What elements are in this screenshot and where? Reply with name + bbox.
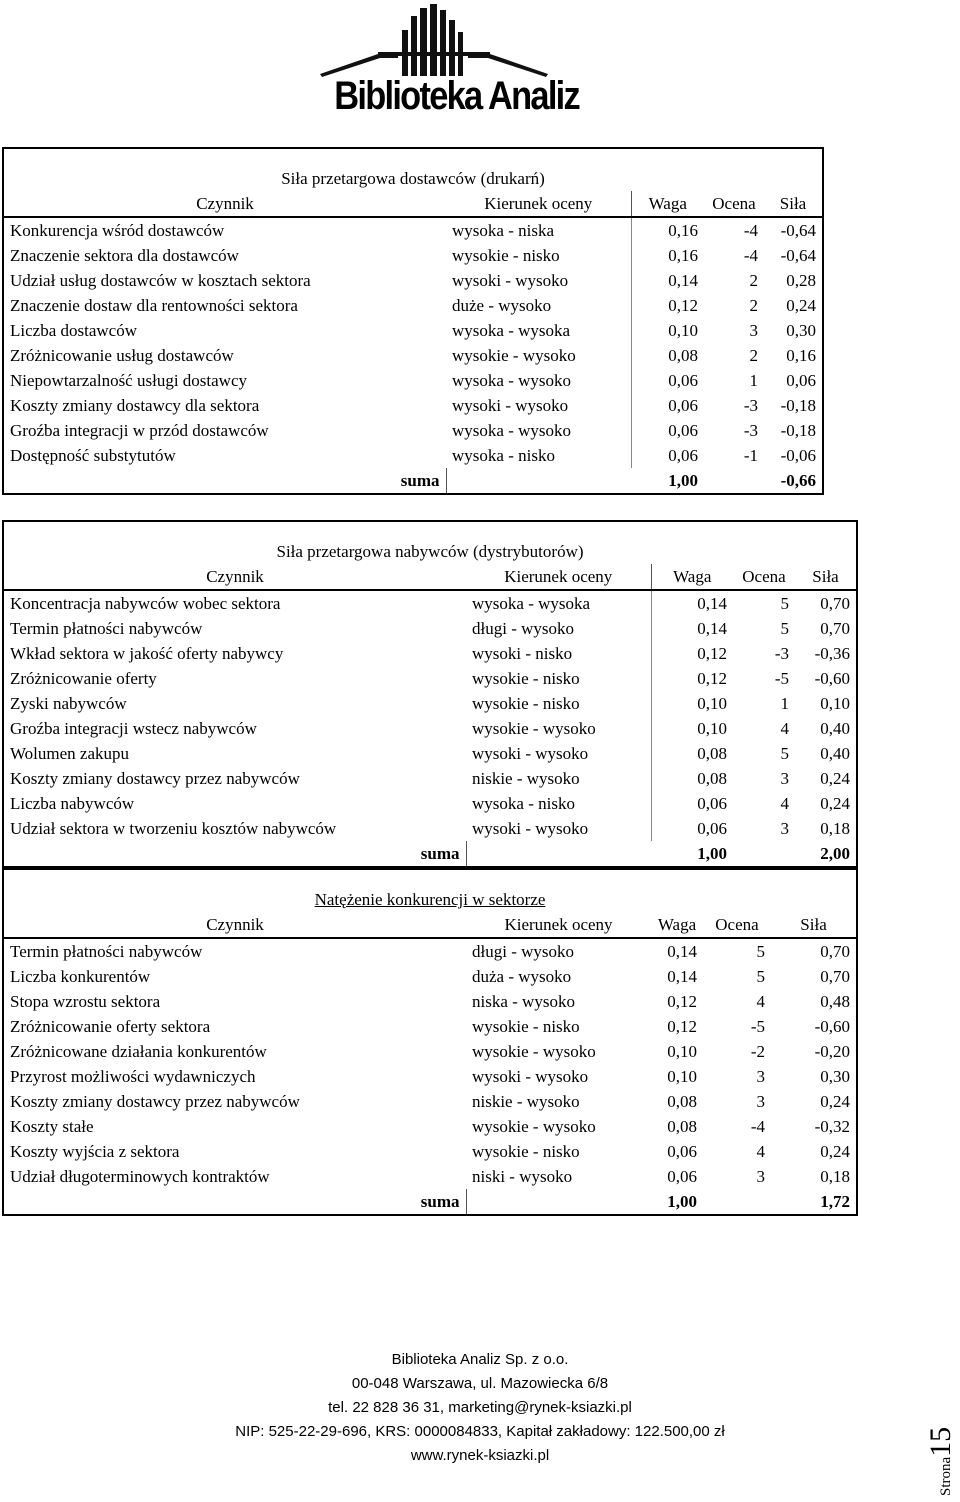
cell-waga: 0,08 xyxy=(697,768,727,788)
table-row xyxy=(3,989,857,1014)
cell-waga: 0,16 xyxy=(668,245,698,265)
table-row xyxy=(3,318,823,343)
cell-sila: 0,70 xyxy=(820,618,851,638)
buyer-power-table xyxy=(2,520,858,868)
sum-sila: 1,72 xyxy=(820,1191,851,1211)
cell-ocena: 2 xyxy=(749,345,758,365)
table-title: Siła przetargowa dostawców (drukarń) xyxy=(281,169,545,188)
cell-czynnik: Udział usług dostawców w kosztach sektora xyxy=(10,270,311,290)
footer-registration: NIP: 525-22-29-696, KRS: 0000084833, Kapitał zakładowy: 122.500,00 zł xyxy=(235,1423,725,1440)
header-kierunek: Kierunek oceny xyxy=(446,191,631,217)
cell-czynnik: Zróżnicowanie oferty xyxy=(10,668,157,688)
cell-kierunek: niski - wysoko xyxy=(472,1166,573,1186)
cell-ocena: 2 xyxy=(749,295,758,315)
cell-kierunek: duże - wysoko xyxy=(446,293,631,318)
cell-czynnik: Koncentracja nabywców wobec sektora xyxy=(10,593,281,613)
table-row xyxy=(3,1164,857,1189)
header-sila: Siła xyxy=(771,912,857,938)
cell-czynnik: Wolumen zakupu xyxy=(10,743,130,763)
cell-kierunek: wysokie - nisko xyxy=(472,1141,580,1161)
cell-czynnik: Liczba dostawców xyxy=(10,320,137,340)
cell-ocena: 1 xyxy=(780,693,789,713)
cell-kierunek: wysoki - wysoko xyxy=(446,268,631,293)
cell-waga: 0,06 xyxy=(668,395,698,415)
header-czynnik: Czynnik xyxy=(3,564,466,590)
header-ocena: Ocena xyxy=(703,912,771,938)
cell-kierunek: długi - wysoko xyxy=(466,616,651,641)
cell-ocena: 3 xyxy=(756,1166,765,1186)
cell-sila: -0,60 xyxy=(814,668,851,688)
cell-waga: 0,12 xyxy=(667,991,697,1011)
table-row xyxy=(3,1139,857,1164)
table-row xyxy=(3,741,857,766)
cell-kierunek: niskie - wysoko xyxy=(466,766,651,791)
cell-waga: 0,08 xyxy=(668,345,698,365)
cell-ocena: 3 xyxy=(780,818,789,838)
cell-kierunek: wysoki - wysoko xyxy=(466,741,651,766)
cell-sila: -0,64 xyxy=(780,245,816,265)
cell-waga: 0,14 xyxy=(668,270,698,290)
cell-ocena: 5 xyxy=(756,966,765,986)
table-row xyxy=(3,1064,857,1089)
table-title xyxy=(3,869,857,912)
cell-ocena: -2 xyxy=(750,1041,765,1061)
sum-waga: 1,00 xyxy=(668,470,698,490)
cell-kierunek: wysoka - wysoka xyxy=(466,590,651,616)
cell-waga: 0,08 xyxy=(697,743,727,763)
sum-waga: 1,00 xyxy=(667,1191,697,1211)
sum-waga: 1,00 xyxy=(697,843,727,863)
cell-waga: 0,10 xyxy=(668,320,698,340)
table-row xyxy=(3,217,823,243)
cell-kierunek: wysokie - nisko xyxy=(466,691,651,716)
cell-waga: 0,06 xyxy=(668,420,698,440)
cell-sila: 0,30 xyxy=(820,1066,851,1086)
cell-kierunek: wysoki - wysoko xyxy=(446,393,631,418)
cell-sila: 0,70 xyxy=(820,966,851,986)
cell-ocena: 3 xyxy=(756,1066,765,1086)
cell-sila: 0,28 xyxy=(786,270,816,290)
cell-kierunek: wysoka - wysoka xyxy=(446,318,631,343)
cell-ocena: 4 xyxy=(756,991,765,1011)
cell-sila: 0,24 xyxy=(820,1141,851,1161)
cell-sila: 0,18 xyxy=(820,818,851,838)
table-row xyxy=(3,393,823,418)
logo-building-icon xyxy=(318,2,550,82)
cell-czynnik: Termin płatności nabywców xyxy=(10,618,203,638)
cell-ocena: 1 xyxy=(749,370,758,390)
cell-sila: 0,70 xyxy=(820,593,851,613)
cell-ocena: 3 xyxy=(756,1091,765,1111)
table-row xyxy=(3,293,823,318)
cell-czynnik: Stopa wzrostu sektora xyxy=(10,991,161,1011)
cell-czynnik: Koszty zmiany dostawcy przez nabywców xyxy=(10,768,300,788)
sum-row xyxy=(3,1189,857,1215)
header-sila: Siła xyxy=(764,191,823,217)
cell-sila: 0,24 xyxy=(786,295,816,315)
cell-ocena: -5 xyxy=(774,668,789,688)
cell-kierunek: wysoka - niska xyxy=(446,217,631,243)
cell-kierunek: wysokie - wysoko xyxy=(472,1041,596,1061)
cell-czynnik: Koszty zmiany dostawcy dla sektora xyxy=(10,395,260,415)
cell-waga: 0,08 xyxy=(667,1116,697,1136)
cell-sila: -0,60 xyxy=(814,1016,851,1036)
header-waga: Waga xyxy=(651,564,733,590)
cell-waga: 0,06 xyxy=(668,445,698,465)
cell-ocena: 4 xyxy=(756,1141,765,1161)
cell-czynnik: Udział długoterminowych kontraktów xyxy=(10,1166,270,1186)
header-sila: Siła xyxy=(795,564,857,590)
table-row xyxy=(3,938,857,964)
page-label: Strona xyxy=(938,1456,954,1496)
cell-kierunek: duża - wysoko xyxy=(472,966,572,986)
cell-czynnik: Zyski nabywców xyxy=(10,693,127,713)
cell-sila: 0,18 xyxy=(820,1166,851,1186)
cell-sila: 0,40 xyxy=(820,718,851,738)
cell-ocena: -4 xyxy=(750,1116,765,1136)
cell-sila: -0,64 xyxy=(780,220,816,240)
sum-sila: -0,66 xyxy=(780,470,816,490)
cell-waga: 0,14 xyxy=(697,593,727,613)
table-row xyxy=(3,243,823,268)
cell-kierunek: wysoka - wysoko xyxy=(446,418,631,443)
header-waga: Waga xyxy=(631,191,704,217)
header-kierunek: Kierunek oceny xyxy=(466,912,651,938)
cell-czynnik: Konkurencja wśród dostawców xyxy=(10,220,225,240)
page-number xyxy=(924,1378,960,1498)
cell-czynnik: Dostępność substytutów xyxy=(10,445,176,465)
cell-ocena: -3 xyxy=(743,420,758,440)
table-row xyxy=(3,590,857,616)
cell-czynnik: Groźba integracji wstecz nabywców xyxy=(10,718,257,738)
table-row xyxy=(3,791,857,816)
cell-czynnik: Termin płatności nabywców xyxy=(10,941,203,961)
cell-waga: 0,10 xyxy=(667,1066,697,1086)
cell-kierunek: wysokie - wysoko xyxy=(466,716,651,741)
cell-waga: 0,08 xyxy=(667,1091,697,1111)
cell-kierunek: wysokie - wysoko xyxy=(446,343,631,368)
cell-waga: 0,12 xyxy=(667,1016,697,1036)
cell-ocena: 3 xyxy=(780,768,789,788)
cell-waga: 0,14 xyxy=(697,618,727,638)
cell-czynnik: Groźba integracji w przód dostawców xyxy=(10,420,269,440)
cell-czynnik: Znaczenie dostaw dla rentowności sektora xyxy=(10,295,298,315)
header-ocena: Ocena xyxy=(704,191,764,217)
cell-kierunek: niska - wysoko xyxy=(472,991,575,1011)
cell-czynnik: Zróżnicowanie usług dostawców xyxy=(10,345,234,365)
competition-intensity-table xyxy=(2,868,858,1216)
cell-czynnik: Udział sektora w tworzeniu kosztów nabywców xyxy=(10,818,337,838)
cell-czynnik: Przyrost możliwości wydawniczych xyxy=(10,1066,256,1086)
cell-ocena: 5 xyxy=(780,618,789,638)
cell-kierunek: niskie - wysoko xyxy=(472,1091,580,1111)
cell-ocena: -4 xyxy=(743,220,758,240)
cell-kierunek: wysokie - nisko xyxy=(446,243,631,268)
cell-sila: 0,70 xyxy=(820,941,851,961)
table-row xyxy=(3,691,857,716)
cell-waga: 0,14 xyxy=(667,966,697,986)
cell-waga: 0,10 xyxy=(697,693,727,713)
table-row xyxy=(3,641,857,666)
cell-kierunek: długi - wysoko xyxy=(472,941,574,961)
table-title-text: Natężenie konkurencji w sektorze xyxy=(314,890,546,909)
cell-czynnik: Znaczenie sektora dla dostawców xyxy=(10,245,239,265)
cell-sila: 0,24 xyxy=(820,768,851,788)
cell-sila: 0,48 xyxy=(820,991,851,1011)
cell-ocena: -5 xyxy=(750,1016,765,1036)
cell-czynnik: Koszty stałe xyxy=(10,1116,94,1136)
sum-sila: 2,00 xyxy=(820,843,851,863)
table-row xyxy=(3,766,857,791)
cell-kierunek: wysoka - nisko xyxy=(446,443,631,468)
cell-ocena: 2 xyxy=(749,270,758,290)
cell-czynnik: Koszty wyjścia z sektora xyxy=(10,1141,180,1161)
cell-kierunek: wysoki - nisko xyxy=(466,641,651,666)
table-row xyxy=(3,1089,857,1114)
cell-sila: 0,06 xyxy=(786,370,816,390)
table-row xyxy=(3,616,857,641)
cell-kierunek: wysoki - wysoko xyxy=(472,1066,589,1086)
table-row xyxy=(3,343,823,368)
supplier-power-table xyxy=(2,147,824,495)
footer-address: 00-048 Warszawa, ul. Mazowiecka 6/8 xyxy=(351,1375,609,1392)
table-row xyxy=(3,368,823,393)
header-czynnik: Czynnik xyxy=(3,191,446,217)
cell-ocena: 5 xyxy=(780,743,789,763)
cell-sila: 0,30 xyxy=(786,320,816,340)
cell-kierunek: wysoki - wysoko xyxy=(466,816,651,841)
table-row xyxy=(3,816,857,841)
cell-waga: 0,14 xyxy=(667,941,697,961)
cell-czynnik: Wkład sektora w jakość oferty nabywcy xyxy=(10,643,284,663)
cell-sila: -0,18 xyxy=(780,420,816,440)
table-header xyxy=(3,191,823,217)
sum-label: suma xyxy=(3,841,466,867)
cell-waga: 0,06 xyxy=(668,370,698,390)
cell-waga: 0,06 xyxy=(697,818,727,838)
cell-sila: -0,06 xyxy=(780,445,816,465)
footer-contact: tel. 22 828 36 31, marketing@rynek-ksiazki.pl xyxy=(328,1399,632,1416)
footer-website[interactable]: www.rynek-ksiazki.pl xyxy=(410,1447,550,1464)
table-row xyxy=(3,418,823,443)
cell-ocena: 4 xyxy=(780,718,789,738)
cell-waga: 0,06 xyxy=(697,793,727,813)
cell-ocena: 3 xyxy=(749,320,758,340)
table-header xyxy=(3,564,857,590)
cell-waga: 0,10 xyxy=(697,718,727,738)
table-row xyxy=(3,443,823,468)
cell-ocena: -4 xyxy=(743,245,758,265)
cell-ocena: -1 xyxy=(743,445,758,465)
cell-ocena: 5 xyxy=(756,941,765,961)
sum-label: suma xyxy=(3,1189,466,1215)
cell-czynnik: Zróżnicowane działania konkurentów xyxy=(10,1041,267,1061)
cell-ocena: 4 xyxy=(780,793,789,813)
cell-czynnik: Niepowtarzalność usługi dostawcy xyxy=(10,370,247,390)
cell-czynnik: Koszty zmiany dostawcy przez nabywców xyxy=(10,1091,300,1111)
cell-waga: 0,10 xyxy=(667,1041,697,1061)
cell-ocena: -3 xyxy=(774,643,789,663)
cell-sila: 0,24 xyxy=(820,1091,851,1111)
sum-label: suma xyxy=(3,468,446,494)
cell-ocena: -3 xyxy=(743,395,758,415)
cell-waga: 0,06 xyxy=(667,1166,697,1186)
cell-sila: -0,18 xyxy=(780,395,816,415)
cell-sila: 0,40 xyxy=(820,743,851,763)
header-ocena: Ocena xyxy=(733,564,795,590)
cell-czynnik: Zróżnicowanie oferty sektora xyxy=(10,1016,211,1036)
cell-waga: 0,16 xyxy=(668,220,698,240)
table-row xyxy=(3,1039,857,1064)
header-kierunek: Kierunek oceny xyxy=(466,564,651,590)
table-row xyxy=(3,964,857,989)
cell-sila: -0,20 xyxy=(814,1041,851,1061)
cell-kierunek: wysokie - nisko xyxy=(472,1016,580,1036)
cell-kierunek: wysoka - nisko xyxy=(466,791,651,816)
cell-sila: -0,36 xyxy=(814,643,851,663)
cell-sila: 0,10 xyxy=(820,693,851,713)
cell-sila: -0,32 xyxy=(814,1116,851,1136)
cell-waga: 0,12 xyxy=(697,668,727,688)
page-number-value: 15 xyxy=(924,1426,957,1457)
cell-kierunek: wysoka - wysoko xyxy=(446,368,631,393)
sum-row xyxy=(3,468,823,494)
table-title: Siła przetargowa nabywców (dystrybutorów) xyxy=(276,542,584,561)
cell-kierunek: wysokie - nisko xyxy=(466,666,651,691)
cell-ocena: 5 xyxy=(780,593,789,613)
cell-czynnik: Liczba konkurentów xyxy=(10,966,151,986)
table-row xyxy=(3,268,823,293)
table-header xyxy=(3,912,857,938)
header-czynnik: Czynnik xyxy=(3,912,466,938)
table-row xyxy=(3,666,857,691)
footer xyxy=(0,1348,960,1468)
cell-czynnik: Liczba nabywców xyxy=(10,793,135,813)
logo-text: Biblioteka Analiz xyxy=(334,74,579,118)
cell-sila: 0,24 xyxy=(820,793,851,813)
table-row xyxy=(3,1014,857,1039)
cell-sila: 0,16 xyxy=(786,345,816,365)
cell-waga: 0,06 xyxy=(667,1141,697,1161)
table-row xyxy=(3,1114,857,1139)
sum-row xyxy=(3,841,857,867)
footer-company: Biblioteka Analiz Sp. z o.o. xyxy=(391,1351,569,1368)
table-row xyxy=(3,716,857,741)
cell-kierunek: wysokie - wysoko xyxy=(472,1116,596,1136)
header-waga: Waga xyxy=(651,912,703,938)
cell-waga: 0,12 xyxy=(668,295,698,315)
logo xyxy=(318,2,579,128)
cell-waga: 0,12 xyxy=(697,643,727,663)
